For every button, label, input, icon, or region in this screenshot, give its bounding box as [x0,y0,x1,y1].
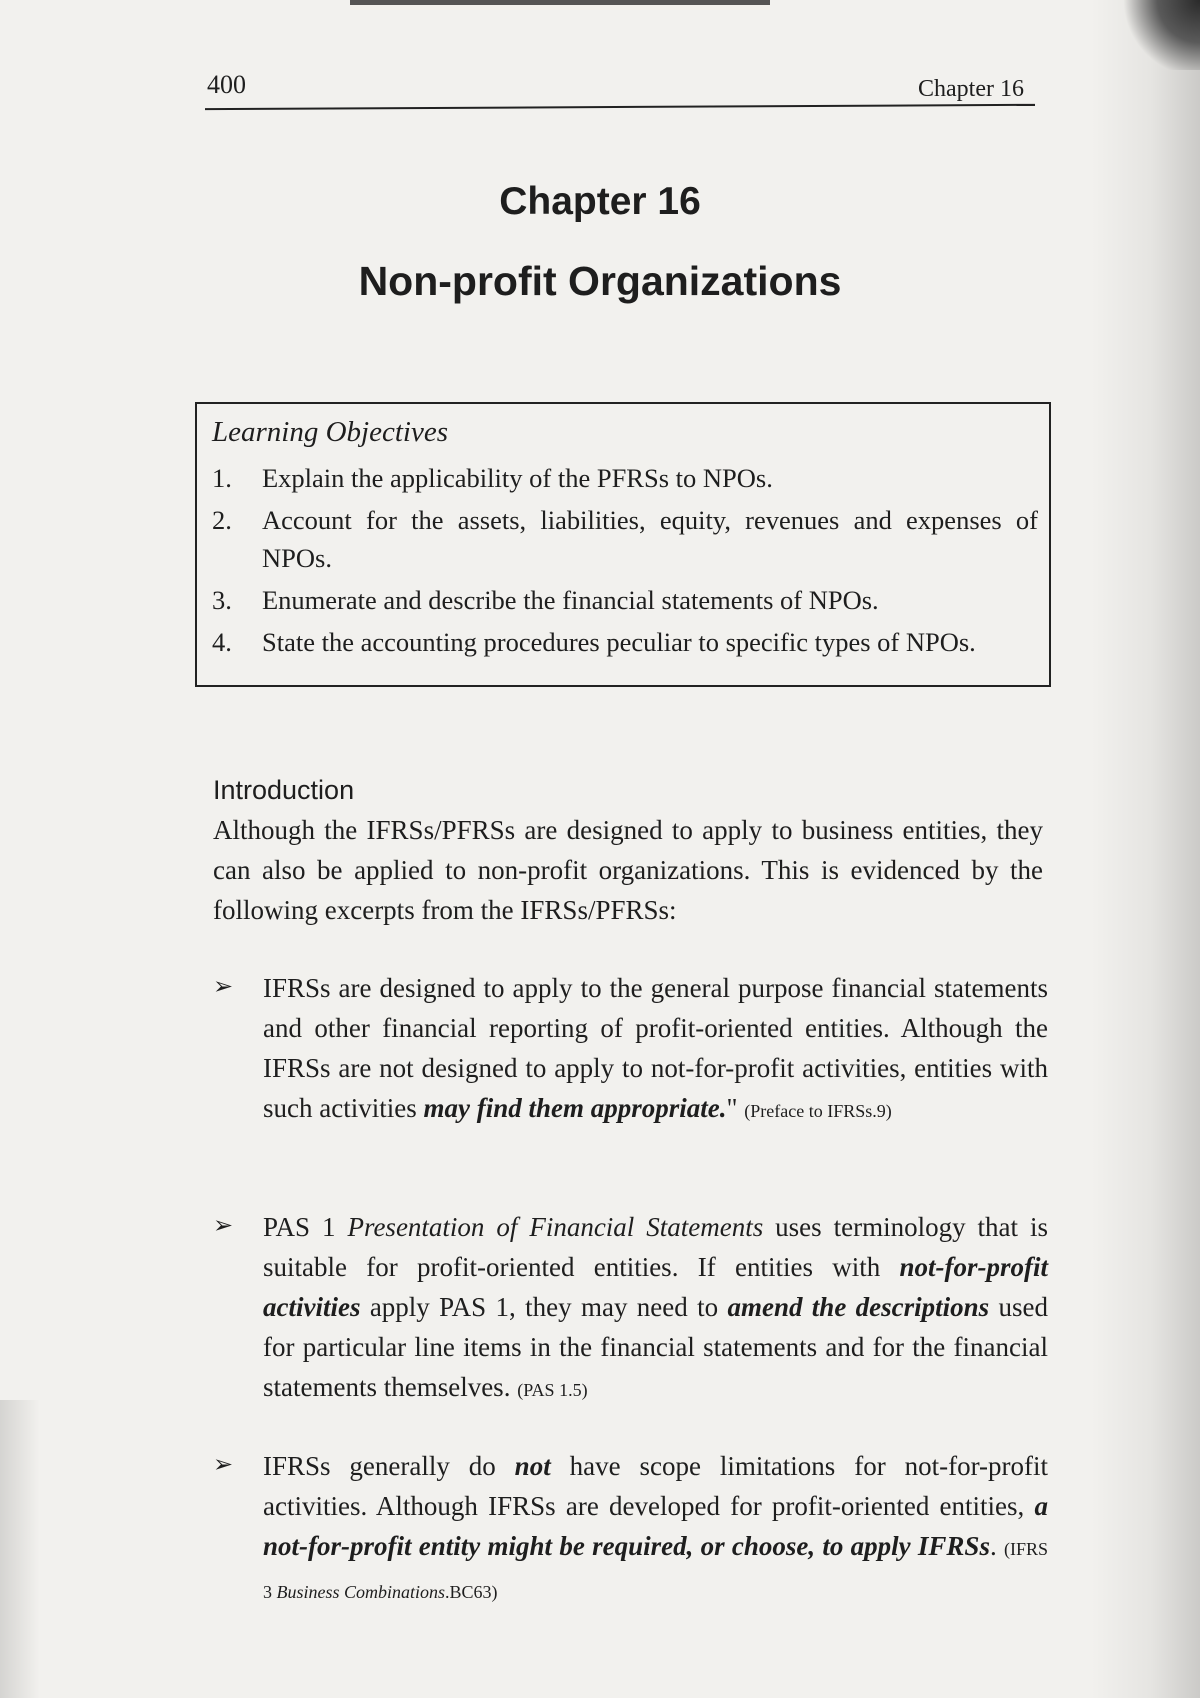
excerpt-bullet-3 [213,1446,1048,1612]
introduction-paragraph: Although the IFRSs/PFRSs are designed to apply to business entities, they can also be applied to non-profit organizations. This is evidenced by the following excerpts from the IFRSs/PFRSs: [213,815,1043,925]
list-text: Account for the assets, liabilities, equity, revenues and expenses of NPOs. [262,505,1038,573]
excerpt-citation: (PAS 1.5) [517,1380,588,1400]
excerpt-text [263,1446,1048,1612]
list-item [212,581,1038,619]
excerpt-text [263,968,1048,1131]
chapter-subtitle: Non-profit Organizations [358,258,842,304]
arrow-bullet-icon: ➢ [213,1211,234,1239]
excerpt-text-part: IFRSs are designed to apply to the general purpose financial statements and other financial reporting of profit-oriented entities. Although the IFRSs are not designed to apply to not-for-profit activities, entities with such activities [263,973,1048,1123]
list-text: Explain the applicability of the PFRSs to NPOs. [262,463,773,493]
list-text: State the accounting procedures peculiar to specific types of NPOs. [262,627,976,657]
excerpt-text-part: IFRSs generally do [263,1451,515,1481]
excerpt-emphasis: amend the descriptions [727,1292,990,1322]
header-rule [205,104,1035,110]
excerpt-text-part: PAS 1 [263,1212,348,1242]
running-head: Chapter 16 [918,76,1024,102]
excerpt-text-part: have scope limitations for not-for-profit activities. Although IFRSs are developed for profit-oriented entities, [263,1451,1048,1521]
excerpt-text-part: apply PAS 1, they may need to [360,1292,728,1322]
learning-objectives-box [195,402,1051,687]
list-number: 2. [212,505,232,535]
learning-objectives-list [212,459,1038,665]
page-number: 400 [207,70,246,99]
excerpt-bullet-2 [213,1207,1048,1410]
excerpt-bullet-1 [213,968,1048,1131]
page-corner-shadow [1120,0,1200,70]
excerpt-text-part: uses terminology that is suitable for profit-oriented entities. If entities with [263,1212,1048,1282]
list-item [212,459,1038,497]
excerpt-text-part: . [989,1531,1004,1561]
excerpt-citation: (Preface to IFRSs.9) [744,1101,892,1121]
list-item [212,623,1038,661]
learning-objectives-heading: Learning Objectives [212,416,448,448]
list-number: 4. [212,627,232,657]
left-edge-shadow [0,1400,40,1698]
excerpt-emphasis: not [514,1451,551,1481]
excerpt-emphasis: not-for-profit activities [263,1252,1048,1322]
list-text: Enumerate and describe the financial statements of NPOs. [262,585,879,615]
excerpt-citation-italic: Business Combinations [276,1582,446,1602]
introduction-heading: Introduction [213,775,355,805]
excerpt-citation: .BC63) [445,1582,498,1602]
excerpt-text-part: used for particular line items in the financial statements and for the financial statements themselves. [263,1292,1048,1402]
list-item [212,501,1038,577]
excerpt-text-part: " [726,1093,745,1123]
arrow-bullet-icon: ➢ [213,972,234,1000]
arrow-bullet-icon: ➢ [213,1450,234,1478]
list-number: 3. [212,585,232,615]
excerpt-text [263,1207,1048,1410]
chapter-title: Chapter 16 [499,180,701,223]
excerpt-citation: (IFRS 3 [263,1539,1049,1602]
excerpt-emphasis: may find them appropriate. [423,1093,727,1123]
excerpt-italic: Presentation of Financial Statements [347,1212,764,1242]
top-edge-shadow [350,0,770,5]
excerpt-emphasis: a not-for-profit entity might be required, or choose, to apply IFRSs [263,1491,1048,1561]
page-edge-shadow [1090,0,1200,1698]
list-number: 1. [212,463,232,493]
